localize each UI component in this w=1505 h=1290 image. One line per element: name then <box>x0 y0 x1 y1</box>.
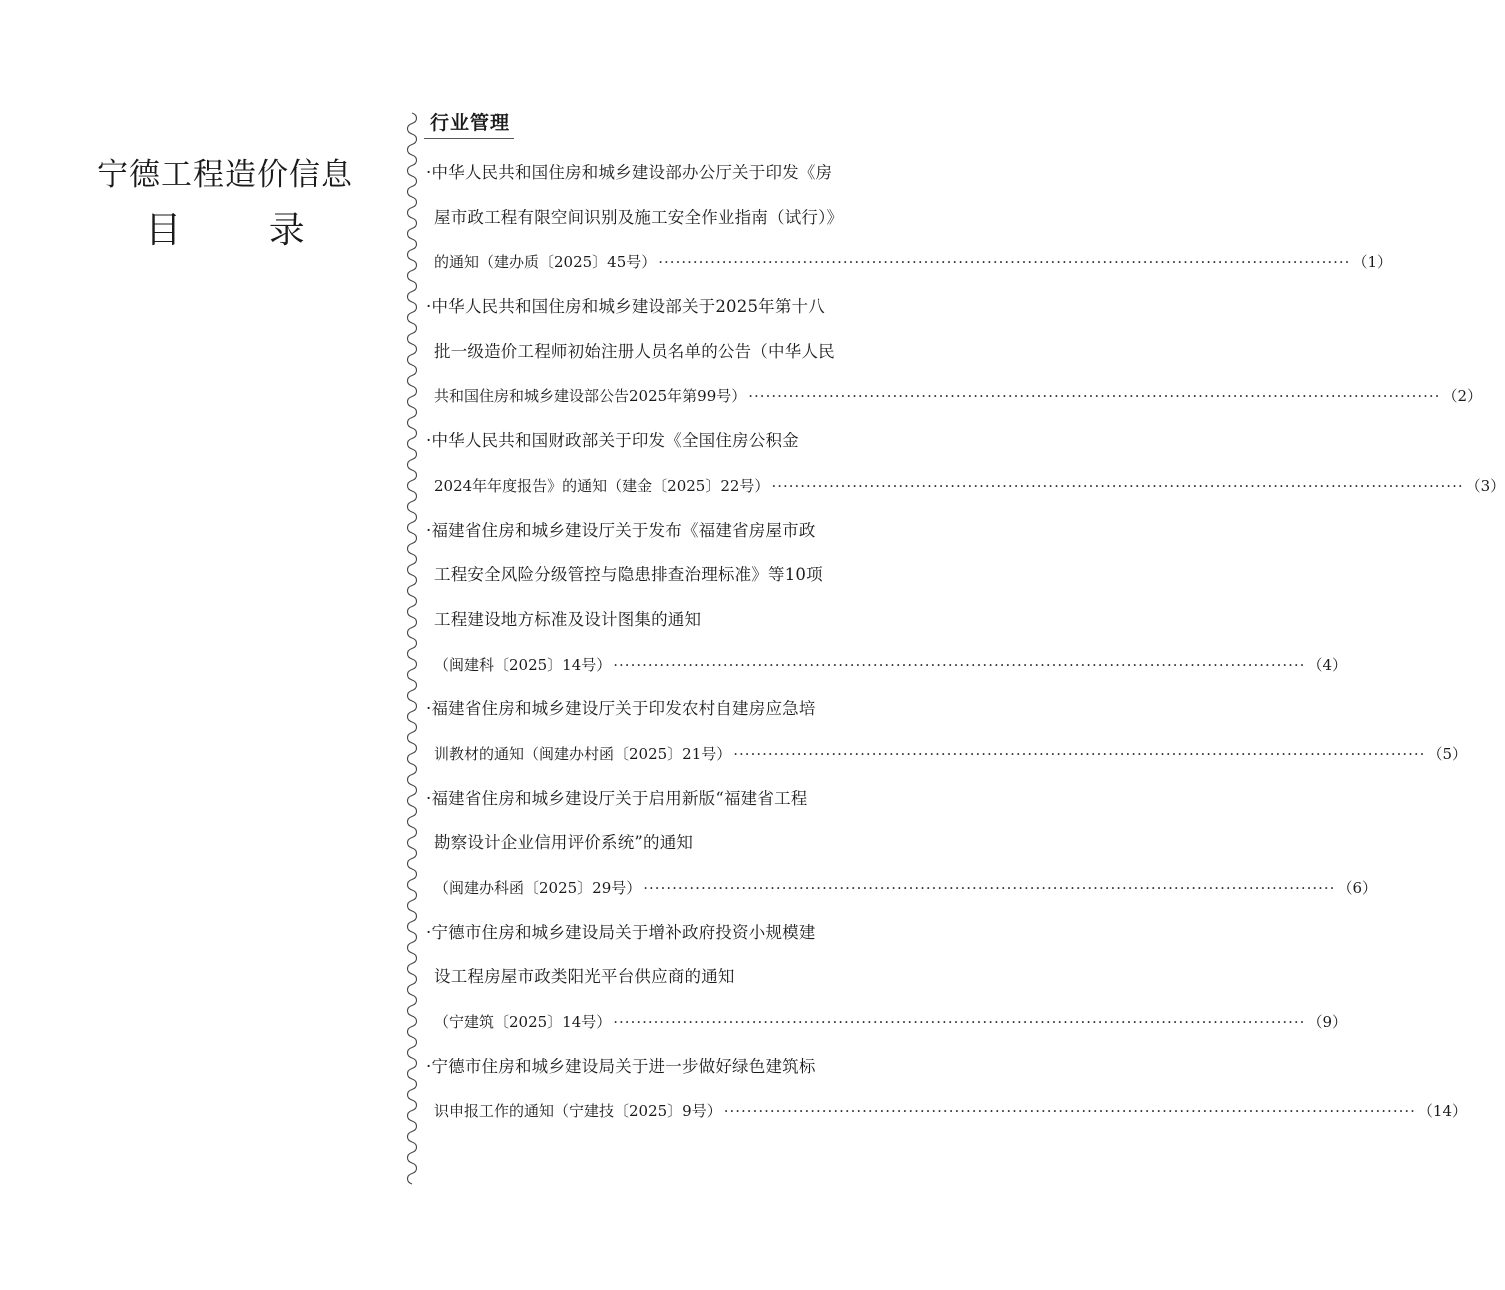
toc-entry-title-line: 屋市政工程有限空间识别及施工安全作业指南（试行）》 <box>434 207 844 227</box>
toc-entry-page-number: （5） <box>1427 744 1467 763</box>
toc-entry-page-number: （9） <box>1307 1013 1347 1032</box>
toc-entry-reference: （闽建科〔2025〕14号） <box>434 655 612 674</box>
toc-entry-title-line: 批一级造价工程师初始注册人员名单的公告（中华人民 <box>434 341 835 361</box>
toc-entry-reference-line <box>424 374 1482 419</box>
toc-entry-title-line: ·福建省住房和城乡建设厅关于启用新版“福建省工程 <box>426 788 808 808</box>
toc-entry[interactable] <box>424 419 1505 508</box>
toc-entry-page-number: （3） <box>1465 476 1505 495</box>
toc-entry-reference: 训教材的通知（闽建办村函〔2025〕21号） <box>434 744 732 763</box>
toc-entry-reference: （宁建筑〔2025〕14号） <box>434 1013 612 1032</box>
toc-entry-reference: 识申报工作的通知（宁建技〔2025〕9号） <box>434 1102 722 1121</box>
toc-entry-reference-line <box>424 732 1467 777</box>
dot-leader: ························································································································ <box>658 253 1351 272</box>
toc-entry-reference: 的通知（建办质〔2025〕45号） <box>434 253 657 272</box>
toc-entry-title-line: 设工程房屋市政类阳光平台供应商的通知 <box>434 967 735 987</box>
toc-entry-title-line: 工程安全风险分级管控与隐患排查治理标准》等10项 <box>434 565 823 585</box>
toc-label: 目 录 <box>145 210 343 251</box>
dot-leader: ························································································································ <box>771 476 1464 495</box>
toc-entry-title-line: 勘察设计企业信用评价系统”的通知 <box>434 833 694 853</box>
toc-entry-reference: （闽建办科函〔2025〕29号） <box>434 879 642 897</box>
dot-leader: ························································································································ <box>733 744 1426 763</box>
toc-entry-page-number: （14） <box>1417 1102 1467 1121</box>
toc-entry-title-line: ·中华人民共和国住房和城乡建设部关于2025年第十八 <box>426 297 825 317</box>
toc-entry-page-number: （4） <box>1307 655 1347 674</box>
dot-leader: ························································································································ <box>643 879 1336 897</box>
toc-entry-page-number: （2） <box>1442 387 1482 406</box>
toc-entry-reference: 2024年年度报告》的通知（建金〔2025〕22号） <box>434 476 770 495</box>
toc-entry[interactable] <box>424 687 1467 776</box>
toc-entry[interactable] <box>424 151 1392 285</box>
toc-entry[interactable] <box>424 911 1347 1045</box>
toc-entry-page-number: （1） <box>1352 253 1392 272</box>
dot-leader: ························································································································ <box>613 655 1306 674</box>
dot-leader: ························································································································ <box>613 1013 1306 1032</box>
toc-entry-reference-line <box>424 866 1377 911</box>
toc-entry-title-line: ·中华人民共和国财政部关于印发《全国住房公积金 <box>426 431 799 451</box>
dot-leader: ························································································································ <box>748 387 1441 406</box>
toc-entry-title-line: ·福建省住房和城乡建设厅关于印发农村自建房应急培 <box>426 699 816 719</box>
toc-entry-title-line: 工程建设地方标准及设计图集的通知 <box>434 609 702 629</box>
toc-entry-title-line: ·宁德市住房和城乡建设局关于进一步做好绿色建筑标 <box>426 1056 816 1076</box>
toc-entry-page-number: （6） <box>1337 879 1377 897</box>
toc-entry-title-line: ·中华人民共和国住房和城乡建设部办公厅关于印发《房 <box>426 163 833 182</box>
toc-entry[interactable] <box>424 1045 1467 1134</box>
toc-entry[interactable] <box>424 777 1377 911</box>
toc-entry-reference-line <box>424 643 1347 688</box>
decorative-wave-divider <box>406 113 418 1176</box>
magazine-title-block <box>60 152 390 258</box>
toc-entry[interactable] <box>424 285 1482 419</box>
toc-entry-reference-line <box>424 240 1392 285</box>
magazine-name: 宁德工程造价信息 <box>97 157 353 193</box>
dot-leader: ························································································································ <box>723 1102 1416 1121</box>
section-heading: 行业管理 <box>424 108 514 139</box>
toc-entry-reference-line <box>424 464 1505 509</box>
toc-entry-reference: 共和国住房和城乡建设部公告2025年第99号） <box>434 387 747 406</box>
table-of-contents <box>424 108 1505 1134</box>
toc-entry-title-line: ·福建省住房和城乡建设厅关于发布《福建省房屋市政 <box>426 520 816 540</box>
toc-entry[interactable] <box>424 509 1347 688</box>
toc-entry-title-line: ·宁德市住房和城乡建设局关于增补政府投资小规模建 <box>426 922 816 942</box>
toc-entry-reference-line <box>424 1000 1347 1045</box>
toc-entry-list <box>424 151 1505 1134</box>
toc-entry-reference-line <box>424 1089 1467 1134</box>
